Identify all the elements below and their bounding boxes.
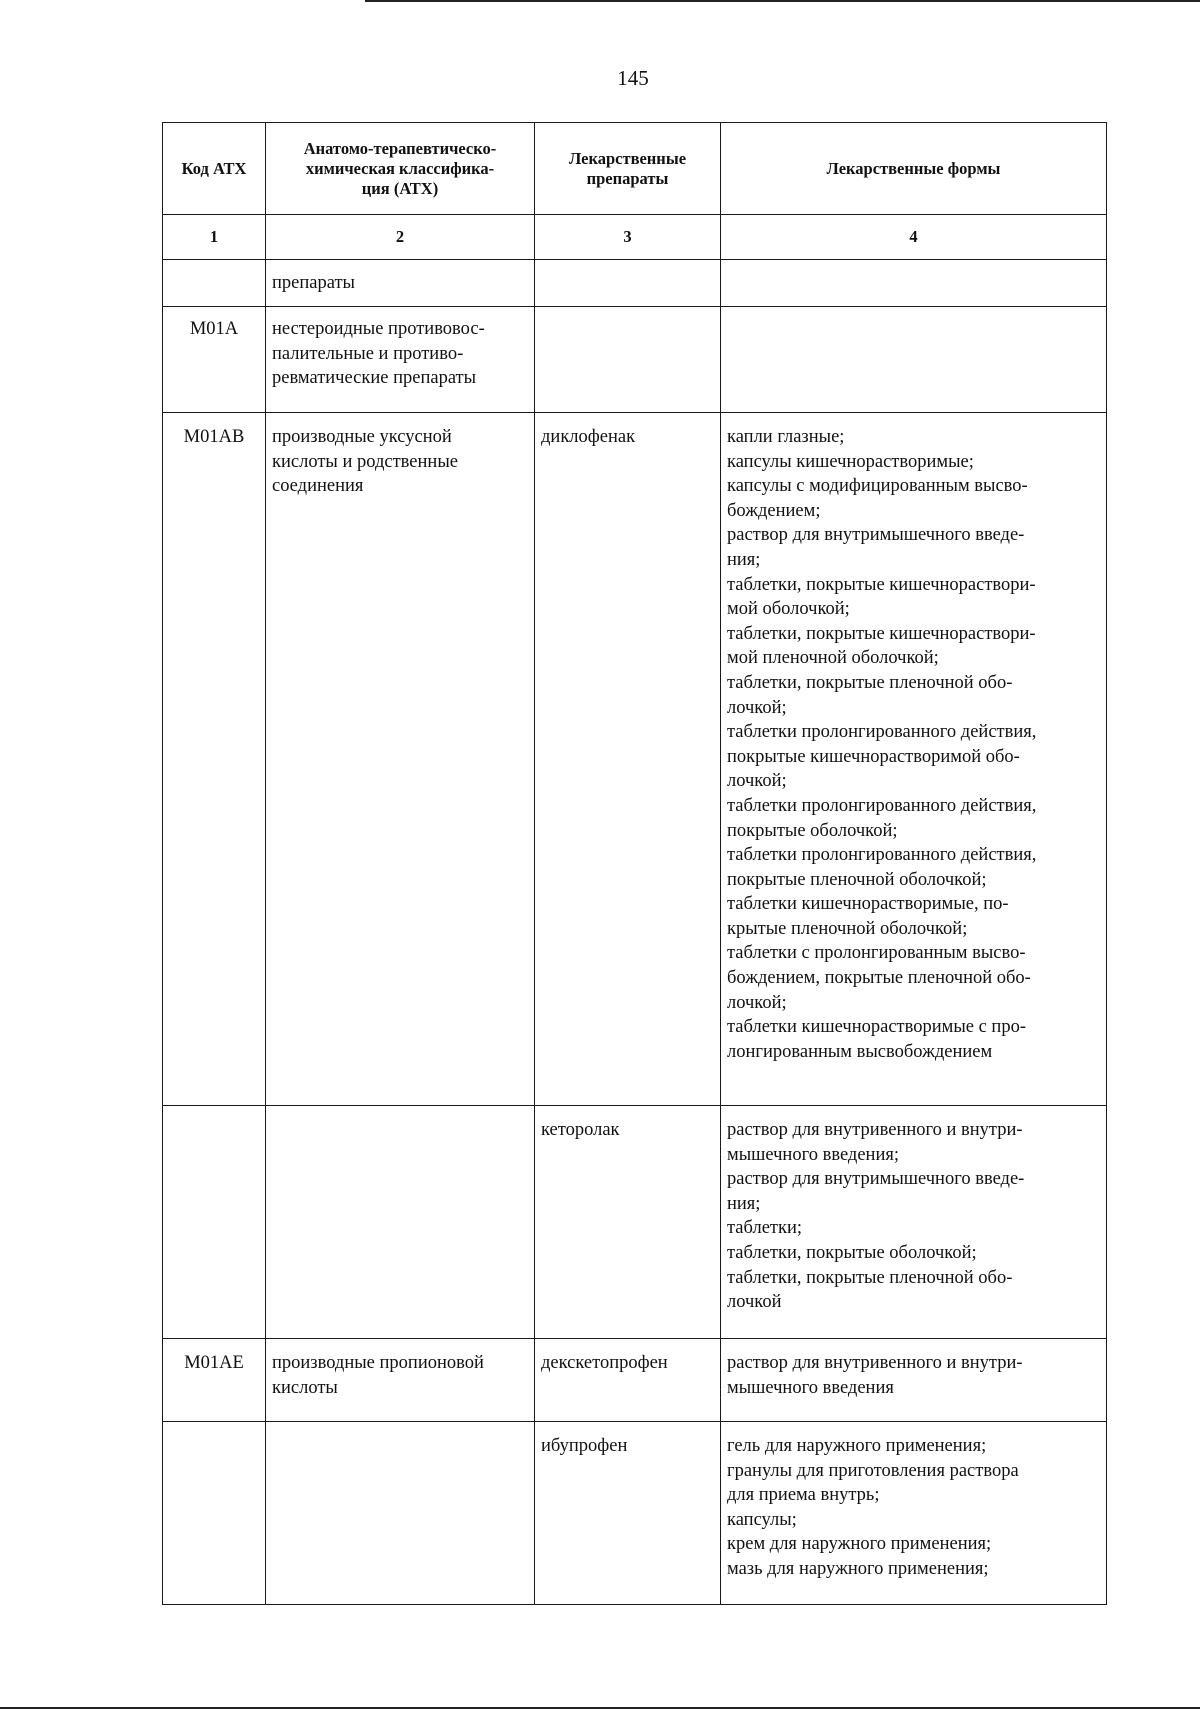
dosage-form-line: лочкой; <box>727 771 787 792</box>
dosage-form-line: мышечного введения; <box>727 1144 899 1165</box>
column-number: 3 <box>535 215 721 260</box>
classification-line: препараты <box>272 272 355 293</box>
classification-line: производные пропионовой <box>272 1353 484 1373</box>
scan-border-top <box>365 0 1200 2</box>
dosage-form-line: гранулы для приготовления раствора <box>727 1460 1019 1481</box>
dosage-form-line: бождением; <box>727 500 821 521</box>
dosage-form-line: лочкой; <box>727 697 787 718</box>
column-number: 4 <box>721 215 1107 260</box>
forms-cell <box>721 1422 1107 1605</box>
atx-code-cell: M01AE <box>163 1339 266 1422</box>
dosage-form-line: таблетки с пролонгированным высво- <box>727 943 1026 964</box>
classification-cell <box>266 1422 535 1605</box>
classification-cell <box>266 1339 535 1422</box>
drug-cell: кеторолак <box>535 1106 721 1339</box>
dosage-form-line: покрытые оболочкой; <box>727 820 898 841</box>
atx-code-cell: M01AB <box>163 413 266 1106</box>
header-code: Код АТХ <box>163 123 266 215</box>
drug-cell <box>535 307 721 413</box>
table-row <box>163 260 1107 307</box>
dosage-form-line: таблетки, покрытые пленочной обо- <box>727 1267 1013 1288</box>
dosage-form-line: лонгированным высвобождением <box>727 1041 993 1062</box>
atx-code-cell <box>163 1422 266 1605</box>
dosage-form-line: раствор для внутривенного и внутри- <box>727 1120 1023 1140</box>
atx-code-cell <box>163 260 266 307</box>
dosage-form-line: мышечного введения <box>727 1377 894 1398</box>
dosage-form-line: таблетки пролонгированного действия, <box>727 795 1037 816</box>
dosage-form-line: капсулы с модифицированным высво- <box>727 476 1028 497</box>
dosage-form-line: покрытые пленочной оболочкой; <box>727 869 987 890</box>
classification-line: ревматические препараты <box>272 368 477 389</box>
dosage-form-line: для приема внутрь; <box>727 1485 880 1506</box>
forms-cell <box>721 307 1107 413</box>
dosage-form-line: покрытые кишечнорастворимой обо- <box>727 746 1020 767</box>
dosage-form-line: таблетки, покрытые кишечнораствори- <box>727 623 1036 644</box>
table-row <box>163 1422 1107 1605</box>
header-classification: Анатомо-терапевтическо- химическая классифика- ция (АТХ) <box>266 123 535 215</box>
classification-line: нестероидные противовос- <box>272 319 485 339</box>
classification-line: производные уксусной <box>272 427 452 447</box>
column-number-row <box>163 215 1107 260</box>
dosage-form-line: ния; <box>727 549 761 570</box>
scan-border-bottom <box>0 1707 1200 1709</box>
column-number: 1 <box>163 215 266 260</box>
dosage-form-line: таблетки, покрытые оболочкой; <box>727 1242 977 1263</box>
classification-cell <box>266 1106 535 1339</box>
table-row <box>163 1339 1107 1422</box>
header-forms: Лекарственные формы <box>721 123 1107 215</box>
classification-line: кислоты и родственные <box>272 451 458 472</box>
classification-line: кислоты <box>272 1377 338 1398</box>
dosage-form-line: таблетки пролонгированного действия, <box>727 722 1037 743</box>
dosage-form-line: капсулы; <box>727 1509 797 1530</box>
dosage-form-line: крем для наружного применения; <box>727 1534 992 1555</box>
table-row <box>163 307 1107 413</box>
dosage-form-line: раствор для внутримышечного введе- <box>727 1169 1025 1190</box>
dosage-form-line: таблетки кишечнорастворимые, по- <box>727 894 1009 915</box>
dosage-form-line: лочкой <box>727 1292 782 1313</box>
dosage-form-line: мой пленочной оболочкой; <box>727 648 939 669</box>
page-number: 145 <box>617 66 649 90</box>
dosage-form-line: таблетки, покрытые пленочной обо- <box>727 672 1013 693</box>
classification-line: соединения <box>272 476 364 497</box>
table-header-row <box>163 123 1107 215</box>
drug-cell <box>535 260 721 307</box>
dosage-form-line: раствор для внутримышечного введе- <box>727 525 1025 546</box>
table-row <box>163 1106 1107 1339</box>
dosage-form-line: ния; <box>727 1193 761 1214</box>
atx-code-cell: M01A <box>163 307 266 413</box>
table-row <box>163 413 1107 1106</box>
dosage-form-line: таблетки; <box>727 1218 803 1239</box>
drug-cell: диклофенак <box>535 413 721 1106</box>
dosage-form-line: таблетки, покрытые кишечнораствори- <box>727 574 1036 595</box>
dosage-form-line: мой оболочкой; <box>727 599 850 620</box>
dosage-form-line: капли глазные; <box>727 427 845 447</box>
classification-cell <box>266 413 535 1106</box>
forms-cell <box>721 1106 1107 1339</box>
dosage-form-line: лочкой; <box>727 992 787 1013</box>
dosage-form-line: раствор для внутривенного и внутри- <box>727 1353 1023 1373</box>
classification-cell <box>266 307 535 413</box>
forms-cell <box>721 1339 1107 1422</box>
classification-cell <box>266 260 535 307</box>
dosage-form-line: бождением, покрытые пленочной обо- <box>727 968 1031 989</box>
dosage-form-line: таблетки пролонгированного действия, <box>727 845 1037 866</box>
dosage-form-line: капсулы кишечнорастворимые; <box>727 451 974 472</box>
drug-cell: декскетопрофен <box>535 1339 721 1422</box>
dosage-form-line: мазь для наружного применения; <box>727 1558 989 1579</box>
forms-cell <box>721 413 1107 1106</box>
column-number: 2 <box>266 215 535 260</box>
drug-cell: ибупрофен <box>535 1422 721 1605</box>
dosage-form-line: крытые пленочной оболочкой; <box>727 918 968 939</box>
dosage-form-line: таблетки кишечнорастворимые с про- <box>727 1017 1026 1038</box>
dosage-form-line: гель для наружного применения; <box>727 1436 987 1456</box>
classification-line: палительные и противо- <box>272 343 464 364</box>
atx-code-cell <box>163 1106 266 1339</box>
forms-cell <box>721 260 1107 307</box>
header-drugs: Лекарственные препараты <box>535 123 721 215</box>
atx-table <box>162 122 1107 1605</box>
